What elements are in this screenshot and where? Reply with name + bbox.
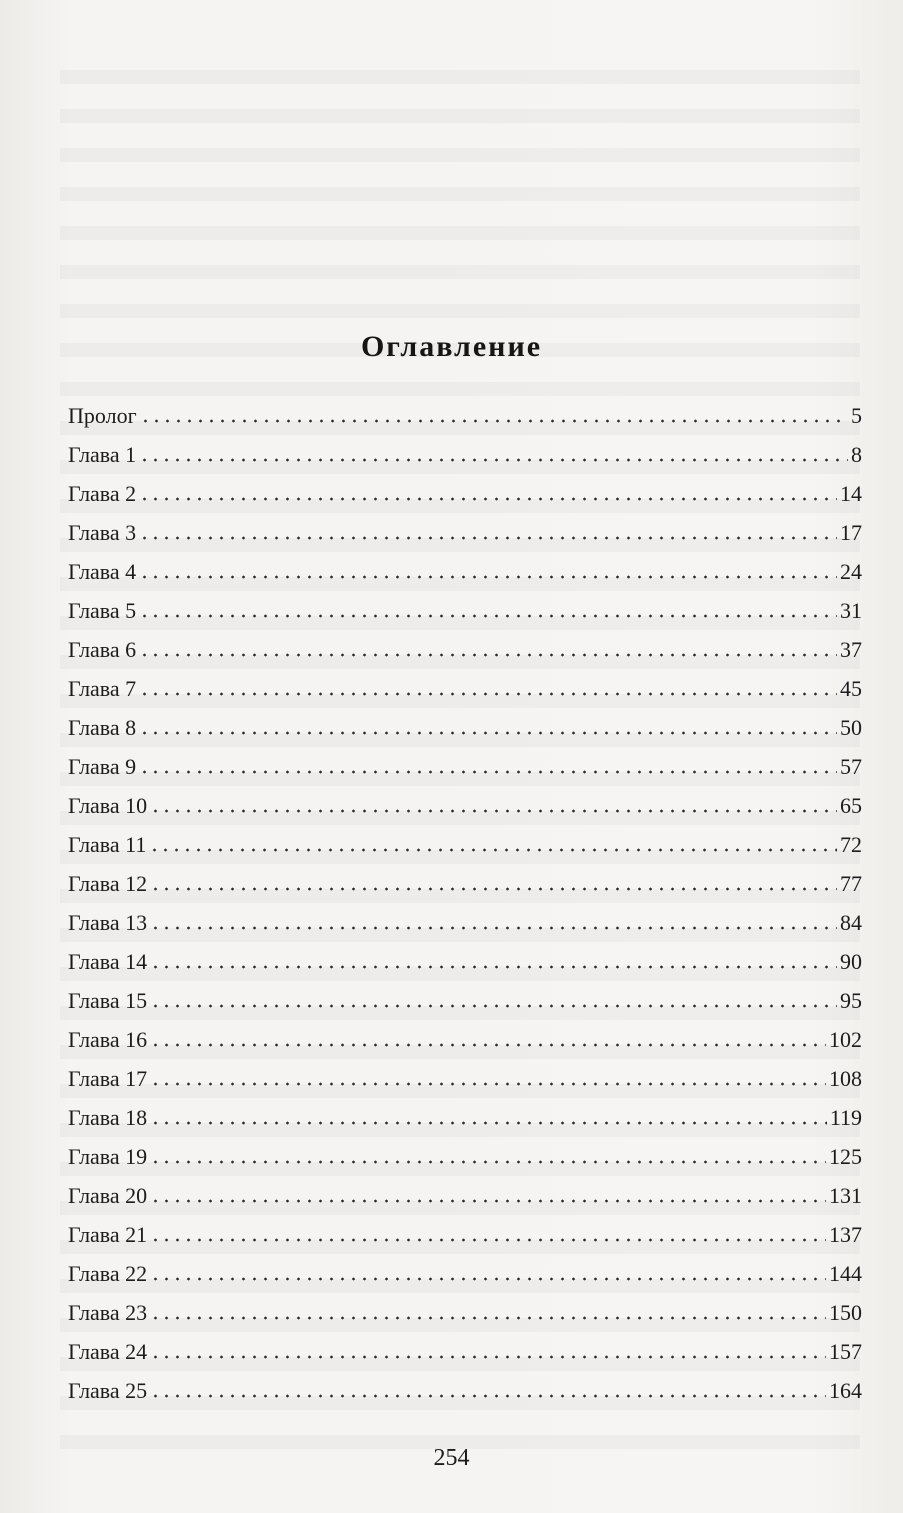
dot-leader: [150, 1160, 826, 1164]
toc-entry: [68, 396, 862, 435]
dot-leader: [140, 419, 848, 423]
toc-entry: [68, 435, 862, 474]
toc-entry: [68, 786, 862, 825]
toc-entry-label: Глава 5: [68, 598, 137, 623]
show-through-line: [60, 148, 860, 163]
show-through-line: [60, 187, 860, 202]
toc-entry-page: 77: [840, 871, 862, 896]
dot-leader: [150, 1082, 826, 1086]
toc-entry-label: Глава 1: [68, 442, 137, 467]
dot-leader: [139, 458, 848, 462]
toc-entry-label: Глава 18: [68, 1105, 148, 1130]
dot-leader: [139, 497, 837, 501]
table-of-contents: [68, 396, 862, 1410]
toc-entry-label: Глава 12: [68, 871, 148, 896]
dot-leader: [150, 1043, 826, 1047]
toc-entry-page: 5: [851, 403, 862, 428]
toc-entry: [68, 981, 862, 1020]
dot-leader: [150, 887, 837, 891]
toc-entry-page: 95: [840, 988, 862, 1013]
show-through-line: [60, 304, 860, 319]
toc-entry-page: 24: [840, 559, 862, 584]
dot-leader: [150, 1004, 837, 1008]
dot-leader: [150, 1199, 826, 1203]
toc-entry-label: Глава 20: [68, 1183, 148, 1208]
toc-entry: [68, 747, 862, 786]
toc-entry-label: Глава 15: [68, 988, 148, 1013]
dot-leader: [139, 770, 837, 774]
show-through-line: [60, 265, 860, 280]
toc-entry: [68, 591, 862, 630]
toc-entry: [68, 1098, 862, 1137]
toc-entry: [68, 474, 862, 513]
toc-entry-label: Глава 6: [68, 637, 137, 662]
toc-entry-label: Глава 25: [68, 1378, 148, 1403]
toc-entry-label: Глава 16: [68, 1027, 148, 1052]
dot-leader: [139, 536, 837, 540]
toc-entry-label: Глава 24: [68, 1339, 148, 1364]
toc-entry-label: Глава 21: [68, 1222, 148, 1247]
toc-entry: [68, 1215, 862, 1254]
toc-entry-page: 84: [840, 910, 862, 935]
toc-entry-label: Глава 2: [68, 481, 137, 506]
dot-leader: [139, 614, 837, 618]
toc-entry: [68, 630, 862, 669]
show-through-line: [60, 382, 860, 397]
dot-leader: [139, 653, 837, 657]
toc-entry-page: 102: [829, 1027, 862, 1052]
toc-entry: [68, 1293, 862, 1332]
dot-leader: [150, 965, 837, 969]
toc-entry-page: 57: [840, 754, 862, 779]
toc-entry-label: Глава 10: [68, 793, 148, 818]
toc-entry: [68, 825, 862, 864]
toc-entry-page: 125: [829, 1144, 862, 1169]
toc-entry: [68, 1176, 862, 1215]
toc-entry-page: 17: [840, 520, 862, 545]
toc-entry: [68, 903, 862, 942]
dot-leader: [150, 1277, 826, 1281]
toc-entry: [68, 1254, 862, 1293]
dot-leader: [150, 1394, 826, 1398]
toc-entry-page: 65: [840, 793, 862, 818]
toc-entry: [68, 1371, 862, 1410]
toc-entry-page: 157: [829, 1339, 862, 1364]
toc-entry-page: 108: [829, 1066, 862, 1091]
dot-leader: [150, 1316, 826, 1320]
toc-entry: [68, 1020, 862, 1059]
dot-leader: [139, 575, 837, 579]
toc-entry-page: 90: [840, 949, 862, 974]
toc-entry: [68, 513, 862, 552]
toc-entry-label: Глава 4: [68, 559, 137, 584]
toc-entry: [68, 552, 862, 591]
toc-entry-page: 131: [829, 1183, 862, 1208]
toc-entry-label: Глава 14: [68, 949, 148, 974]
toc-entry-page: 150: [829, 1300, 862, 1325]
toc-entry-label: Глава 22: [68, 1261, 148, 1286]
show-through-line: [60, 70, 860, 85]
show-through-line: [60, 109, 860, 124]
dot-leader: [150, 926, 837, 930]
toc-entry-label: Глава 17: [68, 1066, 148, 1091]
page-number: 254: [433, 1445, 470, 1471]
page-title: Оглавление: [360, 330, 543, 363]
toc-entry: [68, 708, 862, 747]
toc-entry-label: Глава 11: [68, 832, 147, 857]
dot-leader: [150, 809, 837, 813]
toc-entry-label: Пролог: [68, 403, 137, 428]
toc-entry-page: 14: [840, 481, 862, 506]
toc-entry-label: Глава 13: [68, 910, 148, 935]
toc-entry: [68, 1059, 862, 1098]
toc-entry-page: 8: [851, 442, 862, 467]
dot-leader: [149, 848, 837, 852]
toc-entry: [68, 1332, 862, 1371]
toc-entry-label: Глава 3: [68, 520, 137, 545]
toc-entry: [68, 1137, 862, 1176]
dot-leader: [150, 1121, 827, 1125]
dot-leader: [150, 1355, 826, 1359]
toc-entry-page: 164: [829, 1378, 862, 1403]
toc-entry-page: 45: [840, 676, 862, 701]
dot-leader: [139, 731, 837, 735]
toc-entry-label: Глава 9: [68, 754, 137, 779]
toc-entry-page: 144: [829, 1261, 862, 1286]
toc-entry-label: Глава 7: [68, 676, 137, 701]
dot-leader: [139, 692, 837, 696]
show-through-line: [60, 226, 860, 241]
toc-entry-page: 72: [840, 832, 862, 857]
toc-entry-page: 119: [829, 1105, 862, 1130]
toc-entry-label: Глава 8: [68, 715, 137, 740]
toc-entry-label: Глава 23: [68, 1300, 148, 1325]
toc-entry-label: Глава 19: [68, 1144, 148, 1169]
toc-entry: [68, 864, 862, 903]
toc-entry-page: 31: [840, 598, 862, 623]
toc-entry-page: 37: [840, 637, 862, 662]
dot-leader: [150, 1238, 826, 1242]
toc-entry-page: 50: [840, 715, 862, 740]
toc-entry: [68, 669, 862, 708]
toc-entry: [68, 942, 862, 981]
toc-entry-page: 137: [829, 1222, 862, 1247]
